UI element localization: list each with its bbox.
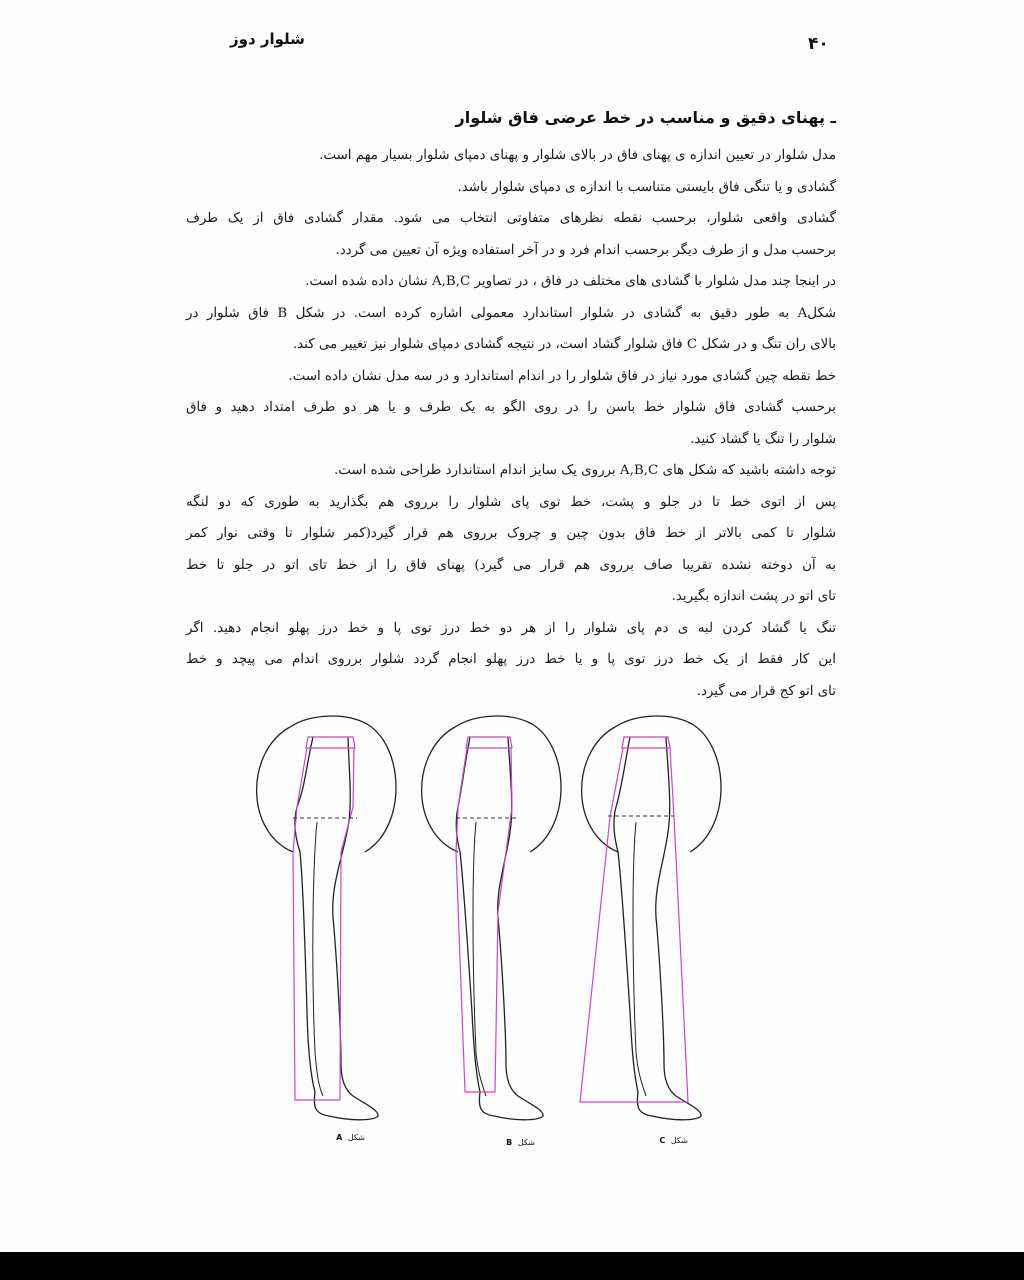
figure-b [422,716,561,1147]
text-line: تای اتو کج قرار می گیرد. [696,683,836,699]
text-line: توجه داشته باشید که شکل های A,B,C برروی یک سایز اندام استاندارد طراحی شده است. [333,463,836,478]
figure-b-leg-outline [456,737,543,1120]
text-line: در اینجا چند مدل شلوار با گشادی های مختلف در فاق ، در تصاویر A,B,C نشان داده شده است. [305,274,836,289]
figure-b-letter: B [506,1138,513,1147]
text-line: شکلA به طور دقیق به گشادی در شلوار استاندارد معمولی اشاره کرده است. در شکل B فاق شلوار در [186,305,836,321]
body-text [186,140,836,707]
figure-c-leg-outline [614,737,701,1120]
running-header-title: شلوار دوز [230,30,305,48]
text-line: گشادی واقعی شلوار، برحسب نقطه نظرهای متفاوتی انتخاب می شود. مقدار گشادی فاق از یک طرف [186,211,836,226]
figure-a-leg-outline [295,737,378,1120]
section-heading: ـ پهنای دقیق و مناسب در خط عرضی فاق شلوار [455,108,836,127]
text-line: برحسب گشادی فاق شلوار خط باسن را در روی الگو به یک طرف و یا هر دو طرف امتداد دهید و فاق [186,400,836,415]
text-line: برحسب مدل و از طرف دیگر برحسب اندام فرد و در آخر استفاده ویژه آن تعیین می گردد. [335,242,836,258]
text-line: به آن دوخته نشده تقریبا صاف برروی هم قرار می گیرد) پهنای فاق را از خط تای اتو در جلو تا خط [186,557,836,573]
svg-text:C شکل [659,1136,688,1145]
text-line: گشادی و یا تنگی فاق بایستی متناسب با اندازه ی دمپای شلوار باشد. [457,179,836,195]
figure-a-caption: شکل [347,1133,365,1142]
figure-a [257,716,396,1142]
text-line: مدل شلوار در تعیین اندازه ی پهنای فاق در بالای شلوار و پهنای دمپای شلوار بسیار مهم است. [319,148,836,163]
svg-text:A شکل [336,1133,365,1142]
svg-text:B شکل [506,1138,535,1147]
text-line: خط نقطه چین گشادی مورد نیاز در فاق شلوار را در اندام استاندارد و در سه مدل نشان داده است. [288,368,836,384]
figure-a-letter: A [336,1133,343,1142]
figure-b-caption: شکل [517,1138,535,1147]
trouser-figures [245,712,725,1162]
figure-c-pattern [580,737,688,1102]
figure-a-inner-leg [313,822,323,1096]
figure-c-caption: شکل [670,1136,688,1145]
figure-c-letter: C [659,1136,666,1145]
figure-b-pattern [456,737,512,1092]
text-line: بالای ران تنگ و در شکل C فاق شلوار گشاد است، در نتیجه گشادی دمپای شلوار نیز تغییر می کند. [292,337,836,352]
text-line: شلوار را تنگ یا گشاد کنید. [690,431,836,447]
text-line: این کار فقط از یک خط درز توی پا و یا خط درز پهلو انجام گردد شلوار برروی اندام می پیچد و خط [186,652,836,667]
page-number: ۴۰ [808,34,829,54]
text-line: پس از اتوی خط تا در جلو و پشت، خط توی پای شلوار را برروی هم بگذارید به طوری که دو لنگه [186,494,836,510]
text-line: شلوار تا کمی بالاتر از خط فاق بدون چین و چروک برروی هم قرار گیرد(کمر شلوار تا وقتی نوار کمر [186,526,836,541]
text-line: تنگ یا گشاد کردن لبه ی دم پای شلوار را از هر دو خط درز توی پا و خط درز پهلو انجام دهید. اگر [186,620,836,636]
figure-c-inner-leg [633,822,646,1096]
figure-c [580,716,721,1145]
text-line: تای اتو در پشت اندازه بگیرید. [671,589,836,604]
